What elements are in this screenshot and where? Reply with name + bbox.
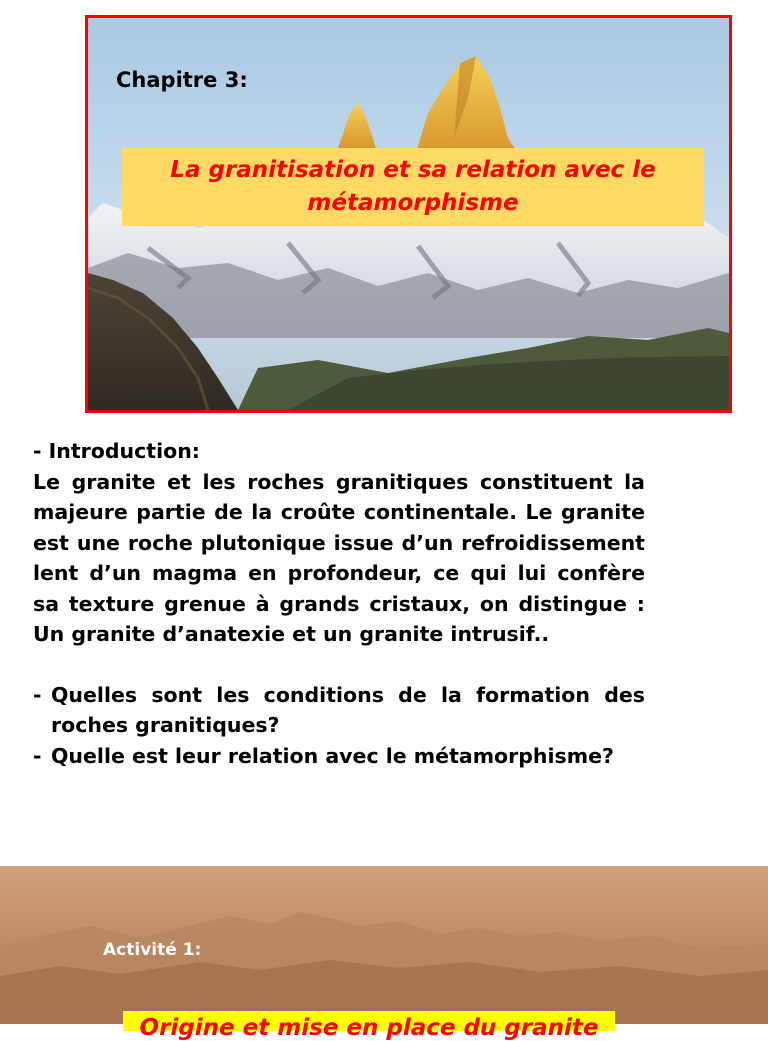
activity-title-box — [123, 1011, 615, 1041]
question-text: Quelles sont les conditions de la formation des roches granitiques? — [51, 682, 645, 737]
chapter-title-box — [122, 148, 704, 226]
activity-label: Activité 1: — [103, 940, 202, 960]
chapter-title-slide — [85, 15, 732, 413]
intro-paragraph: Le granite et les roches granitiques constituent la majeure partie de la croûte continentale. Le granite est une roche plutonique issue d’un refroidissement lent d’un magma en profondeur, ce qui lui confère sa texture grenue à grands cristaux, on distingue : Un granite d’anatexie et un granite intrusif.. — [33, 469, 645, 646]
question-dash: - — [33, 682, 42, 707]
activity-slide — [0, 866, 768, 1041]
chapter-label: Chapitre 3: — [116, 68, 248, 92]
question-text: Quelle est leur relation avec le métamorphisme? — [51, 743, 614, 768]
intro-heading: - Introduction: — [33, 439, 200, 463]
question-dash: - — [33, 743, 42, 768]
question-item — [33, 680, 645, 741]
introduction-section — [33, 436, 645, 771]
chapter-title: La granitisation et sa relation avec le métamorphisme — [170, 157, 656, 216]
question-item — [33, 741, 645, 772]
activity-title: Origine et mise en place du granite — [139, 1015, 599, 1041]
